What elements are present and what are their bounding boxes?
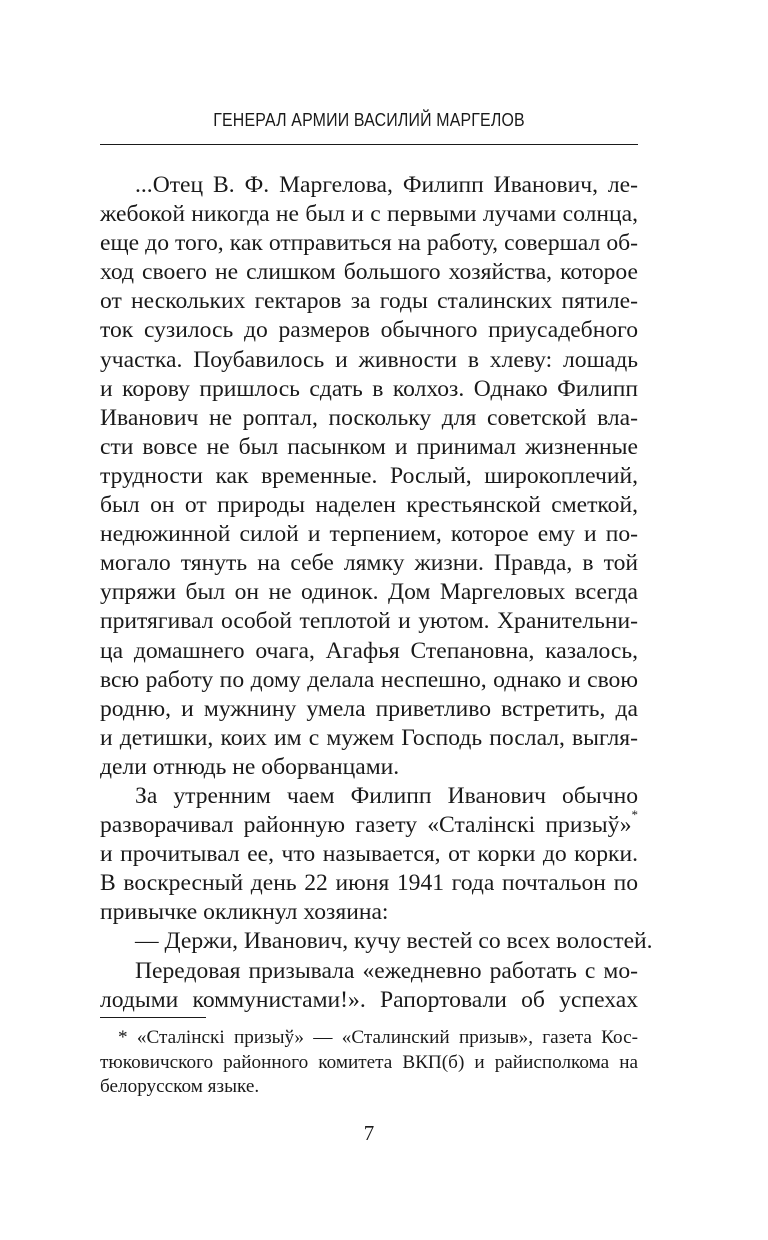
footnote-line: * «Сталінскі призыў» — «Сталинский призыв», газета Кос- <box>118 1027 638 1048</box>
text-line: Передовая призывала «ежедневно работать с мо- <box>135 957 638 984</box>
text-line: еще до того, как отправиться на работу, совершал об- <box>100 230 638 257</box>
text-line: ца домашнего очага, Агафья Степановна, казалось, <box>100 637 638 664</box>
text-line-content: разворачивал районную газету «Сталінскі призыў» <box>100 812 632 839</box>
text-line: могало тянуть на себе лямку жизни. Правда, в той <box>100 550 638 577</box>
text-line: ...Отец В. Ф. Маргелова, Филипп Иванович, ле- <box>135 172 638 198</box>
footnote-rule <box>100 1017 206 1018</box>
text-line: участка. Поубавилось и живности в хлеву: лошадь <box>100 346 638 373</box>
text-line: всю работу по дому делала неспешно, однако и свою <box>100 666 638 693</box>
text-line: Иванович не роптал, поскольку для советской вла- <box>100 404 638 431</box>
text-line: ток сузилось до размеров обычного приусадебного <box>100 317 638 344</box>
text-line: трудности как временные. Рослый, широкоплечий, <box>100 462 638 489</box>
header-rule <box>100 144 638 145</box>
text-line: ход своего не слишком большого хозяйства, которое <box>100 259 638 286</box>
text-line: лодыми коммунистами!». Рапортовали об успехах <box>100 986 638 1013</box>
body-text <box>100 171 653 1015</box>
text-line: притягивал особой теплотой и уютом. Хранительни- <box>100 608 638 635</box>
text-line: был он от природы наделен крестьянской сметкой, <box>100 492 638 519</box>
text-line: родню, и мужнину умела приветливо встретить, да <box>100 695 638 722</box>
text-line: от нескольких гектаров за годы сталинских пятиле- <box>100 288 638 315</box>
text-line: За утренним чаем Филипп Иванович обычно <box>135 782 638 809</box>
page-number: 7 <box>363 1121 375 1145</box>
text-line: и корову пришлось сдать в колхоз. Однако Филипп <box>100 375 638 402</box>
text-line: привычке окликнул хозяина: <box>100 899 389 926</box>
text-line-with-footnote <box>100 807 638 840</box>
text-line: и прочитывал ее, что называется, от корки до корки. <box>100 841 638 868</box>
text-line: сти вовсе не был пасынком и принимал жизненные <box>100 433 638 460</box>
text-line: дели отнюдь не оборванцами. <box>100 753 400 780</box>
footnote <box>100 1026 638 1100</box>
text-line: — Держи, Иванович, кучу вестей со всех волостей. <box>135 928 653 955</box>
text-line: жебокой никогда не был и с первыми лучами солнца, <box>100 201 638 228</box>
text-line: упряжи был он не одинок. Дом Маргеловых всегда <box>100 579 638 606</box>
text-line: и детишки, коих им с мужем Господь послал, выгля- <box>100 724 638 751</box>
footnote-line: белорусском языке. <box>100 1076 260 1097</box>
text-line: В воскресный день 22 июня 1941 года почтальон по <box>100 870 638 897</box>
footnote-line: тюковичского районного комитета ВКП(б) и райисполкома на <box>100 1051 638 1073</box>
footnote-marker: * <box>631 807 638 823</box>
running-header: ГЕНЕРАЛ АРМИИ ВАСИЛИЙ МАРГЕЛОВ <box>213 109 525 130</box>
text-line: недюжинной силой и терпением, которое ему и по- <box>100 521 638 548</box>
